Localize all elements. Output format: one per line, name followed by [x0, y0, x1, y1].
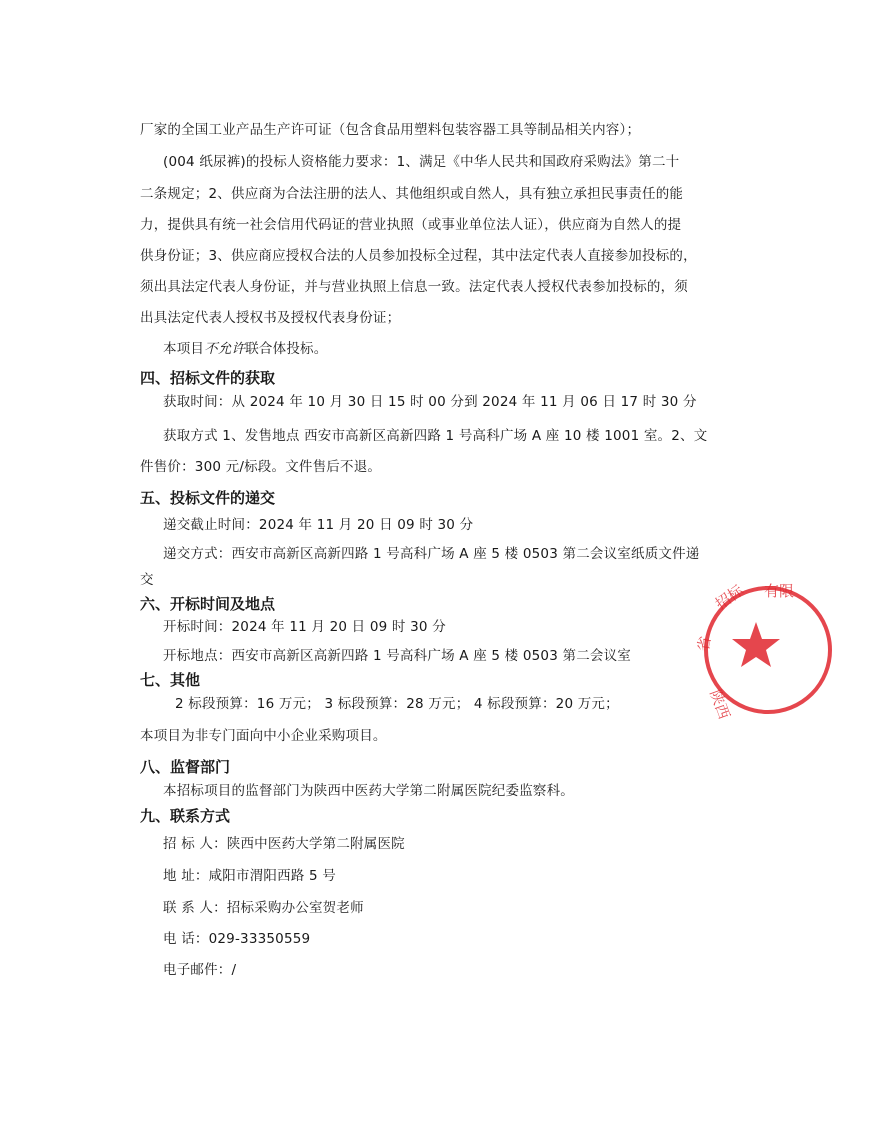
budget-line: 2 标段预算：16 万元； 3 标段预算：28 万元； 4 标段预算：20 万元；: [175, 696, 619, 712]
section-heading-5: 五、投标文件的递交: [140, 489, 276, 507]
svg-text:有限: 有限: [764, 582, 795, 600]
svg-text:省: 省: [694, 634, 715, 653]
section-heading-4: 四、招标文件的获取: [140, 369, 276, 387]
acquire-method-2: 件售价：300 元/标段。文件售后不退。: [140, 459, 382, 475]
section-heading-8: 八、监督部门: [140, 758, 231, 776]
section-heading-7: 七、其他: [140, 671, 201, 689]
submission-deadline: 递交截止时间：2024 年 11 月 20 日 09 时 30 分: [163, 517, 474, 533]
contact-phone: 电 话：029-33350559: [163, 931, 311, 947]
svg-text:招标: 招标: [711, 581, 747, 614]
contact-tenderer: 招 标 人：陕西中医药大学第二附属医院: [163, 836, 405, 852]
company-seal-icon: [694, 572, 880, 752]
qualification-line-2: 二条规定；2、供应商为合法注册的法人、其他组织或自然人，具有独立承担民事责任的能: [140, 186, 684, 202]
section-heading-9: 九、联系方式: [140, 807, 231, 825]
supervision-line: 本招标项目的监督部门为陕西中医药大学第二附属医院纪委监察科。: [163, 783, 574, 799]
qualification-line-1: (004 纸尿裤)的投标人资格能力要求：1、满足《中华人民共和国政府采购法》第二十: [163, 154, 680, 170]
sme-line: 本项目为非专门面向中小企业采购项目。: [140, 728, 387, 744]
qualification-line-4: 供身份证；3、供应商应授权合法的人员参加投标全过程，其中法定代表人直接参加投标的，: [140, 248, 697, 264]
opening-time: 开标时间：2024 年 11 月 20 日 09 时 30 分: [163, 619, 446, 635]
consortium-suffix: 联合体投标。: [245, 341, 328, 357]
consortium-prefix: 本项目: [163, 341, 205, 357]
opening-place: 开标地点：西安市高新区高新四路 1 号高科广场 A 座 5 楼 0503 第二会议室: [163, 648, 631, 664]
qualification-line-6: 出具法定代表人授权书及授权代表身份证；: [140, 310, 401, 326]
submission-method-1: 递交方式：西安市高新区高新四路 1 号高科广场 A 座 5 楼 0503 第二会议室纸质文件递: [163, 546, 700, 562]
contact-email: 电子邮件：/: [163, 962, 237, 978]
qualification-line-3: 力，提供具有统一社会信用代码证的营业执照（或事业单位法人证），供应商为自然人的提: [140, 217, 682, 233]
contact-person: 联 系 人：招标采购办公室贺老师: [163, 900, 364, 916]
section-heading-6: 六、开标时间及地点: [140, 595, 276, 613]
consortium-line: [163, 340, 327, 358]
acquire-time: 获取时间：从 2024 年 10 月 30 日 15 时 00 分到 2024 年 11 月 06 日 17 时 30 分: [163, 394, 697, 410]
submission-method-2: 交: [140, 572, 154, 588]
license-line: 厂家的全国工业产品生产许可证（包含食品用塑料包装容器工具等制品相关内容）；: [140, 122, 641, 138]
svg-text:陕西: 陕西: [706, 687, 734, 722]
acquire-method-1: 获取方式 1、发售地点 西安市高新区高新四路 1 号高科广场 A 座 10 楼 1001 室。2、文: [163, 428, 708, 444]
consortium-emphasis: 不允许: [204, 341, 246, 357]
contact-address: 地 址：咸阳市渭阳西路 5 号: [163, 868, 336, 884]
qualification-line-5: 须出具法定代表人身份证，并与营业执照上信息一致。法定代表人授权代表参加投标的，须: [140, 279, 688, 295]
